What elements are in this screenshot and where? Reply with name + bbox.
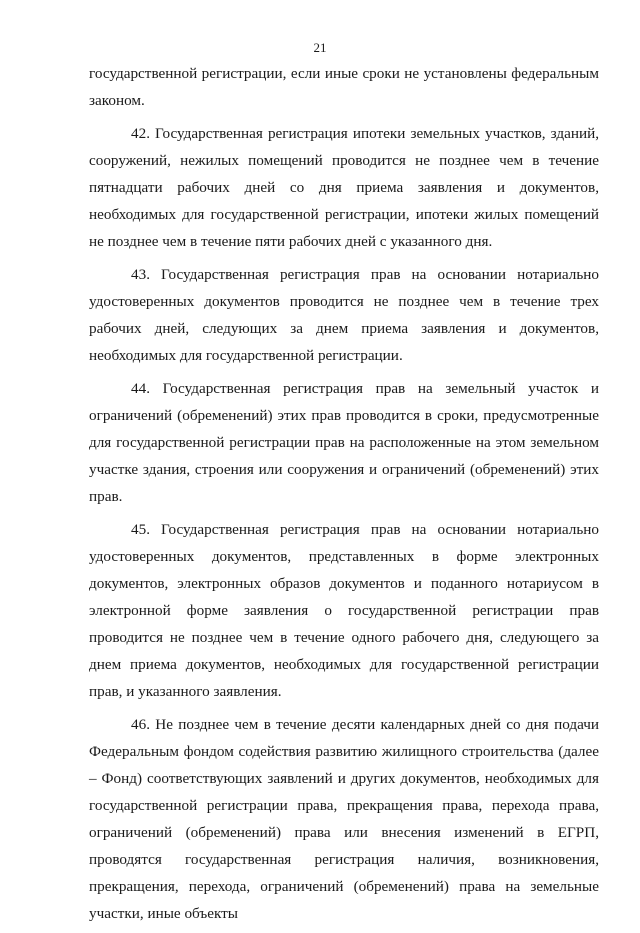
page-number: 21 xyxy=(313,40,327,55)
paragraph-45: 45. Государственная регистрация прав на основании нотариально удостоверенных документов, представленных в форме электронных документов, электронных образов документов и поданного нотариусом в электронной форме заявления о государственной регистрации прав проводится не позднее чем в течение одного рабочего дня, следующего за днем приема документов, необходимых для государственной регистрации прав, и указанного заявления. xyxy=(89,521,599,700)
document-body xyxy=(89,60,599,933)
paragraph-43: 43. Государственная регистрация прав на основании нотариально удостоверенных документов проводится не позднее чем в течение трех рабочих дней, следующих за днем приема заявления и документов, необходимых для государственной регистрации. xyxy=(89,266,599,364)
paragraph-42: 42. Государственная регистрация ипотеки земельных участков, зданий, сооружений, нежилых помещений проводится не позднее чем в течение пятнадцати рабочих дней со дня приема заявления и документов, необходимых для государственной регистрации, ипотеки жилых помещений не позднее чем в течение пяти рабочих дней с указанного дня. xyxy=(89,125,599,250)
paragraph-44: 44. Государственная регистрация прав на земельный участок и ограничений (обременений) этих прав проводится в сроки, предусмотренные для государственной регистрации прав на расположенные на этом земельном участке здания, строения или сооружения и ограничений (обременений) этих прав. xyxy=(89,380,599,505)
paragraph-continuation: государственной регистрации, если иные сроки не установлены федеральным законом. xyxy=(89,65,599,109)
paragraph-46: 46. Не позднее чем в течение десяти календарных дней со дня подачи Федеральным фондом содействия развитию жилищного строительства (далее – Фонд) соответствующих заявлений и других документов, необходимых для государственной регистрации права, прекращения права, перехода права, ограничений (обременений) права или внесения изменений в ЕГРП, проводятся государственная регистрация наличия, возникновения, прекращения, перехода, ограничений (обременений) права на земельные участки, иные объекты xyxy=(89,716,599,922)
